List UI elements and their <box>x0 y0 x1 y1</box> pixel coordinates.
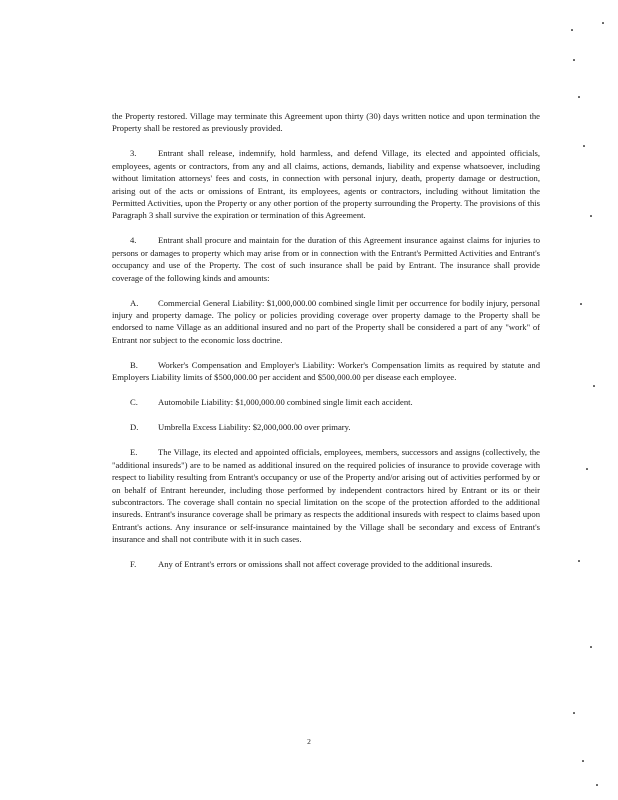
scan-speck <box>573 59 575 61</box>
scan-speck <box>582 760 584 762</box>
scan-speck <box>578 96 580 98</box>
scan-speck <box>580 303 582 305</box>
paragraph-3-text: Entrant shall release, indemnify, hold harmless, and defend Village, its elected and appointed officials, employees, agents or contractors, from any and all claims, actions, demands, liability and expense whatsoever, including without limitation attorneys' fees and costs, in connection with personal injury, death, property damage or destruction, arising out of the acts or omissions of Entrant, its employees, agents or contractors, including without limitation the Permitted Activities, upon the Property or any other portion of the property surrounding the Property. The provisions of this Paragraph 3 shall survive the expiration or termination of this Agreement. <box>112 148 540 221</box>
paragraph-4 <box>112 234 540 284</box>
insurance-item-f <box>112 558 540 570</box>
scan-speck <box>590 646 592 648</box>
insurance-item-f-letter: F. <box>130 559 137 570</box>
paragraph-4-text: Entrant shall procure and maintain for the duration of this Agreement insurance against claims for injuries to persons or damages to property which may arise from or in connection with the Entrant's Permitted Activities and Entrant's occupancy and use of the Property. The cost of such insurance shall be paid by Entrant. The insurance shall provide coverage of the following kinds and amounts: <box>112 235 540 283</box>
insurance-item-e-text: The Village, its elected and appointed officials, employees, members, successors and assigns (collectively, the "additional insureds") are to be named as additional insured on the required policies of insurance to provide coverage with respect to liability resulting from Entrant's occupancy or use of the Property and/or arising out of activities performed by or on behalf of Entrant hereunder, including those performed by independent contractors hired by Entrant or its or their subcontractors. The coverage shall contain no special limitation on the scope of the protection afforded to the additional insureds. Entrant's insurance coverage shall be primary as respects the additional insureds with respect to claims based upon Entrant's actions. Any insurance or self-insurance maintained by the Village shall be secondary and excess of Entrant's insurance and shall not contribute with it in such cases. <box>112 447 540 545</box>
insurance-item-b-letter: B. <box>130 359 138 370</box>
paragraph-3 <box>112 147 540 221</box>
scan-speck <box>571 29 573 31</box>
scan-speck <box>583 145 585 147</box>
scan-speck <box>596 784 598 786</box>
scan-speck <box>573 712 575 714</box>
insurance-item-a <box>112 297 540 347</box>
insurance-item-c-letter: C. <box>130 397 138 408</box>
insurance-item-a-text: Commercial General Liability: $1,000,000.00 combined single limit per occurrence for bodily injury, personal injury and property damage. The policy or policies providing coverage over property damage to the Property shall be endorsed to name Village as an additional insured and no part of the Property shall be considered a part of any "work" of Entrant nor subject to the economic loss doctrine. <box>112 297 540 345</box>
insurance-item-b <box>112 359 540 384</box>
paragraph-4-number: 4. <box>130 235 137 246</box>
continued-paragraph-text: the Property restored. Village may terminate this Agreement upon thirty (30) days written notice and upon termination the Property shall be restored as previously provided. <box>112 111 540 134</box>
insurance-item-e-letter: E. <box>130 447 138 458</box>
insurance-item-c-text: Automobile Liability: $1,000,000.00 combined single limit each accident. <box>158 397 413 408</box>
insurance-item-d-text: Umbrella Excess Liability: $2,000,000.00 over primary. <box>158 422 351 433</box>
insurance-item-e <box>112 446 540 545</box>
insurance-item-b-text: Worker's Compensation and Employer's Liability: Worker's Compensation limits as required by statute and Employers Liability limits of $500,000.00 per accident and $500,000.00 per disease each employee. <box>112 359 540 383</box>
scan-speck <box>593 385 595 387</box>
insurance-item-c <box>112 396 540 408</box>
scan-speck <box>590 215 592 217</box>
document-body <box>112 110 540 583</box>
insurance-item-a-letter: A. <box>130 297 139 308</box>
scan-speck <box>586 468 588 470</box>
insurance-item-d-letter: D. <box>130 422 139 433</box>
insurance-item-f-text: Any of Entrant's errors or omissions shall not affect coverage provided to the additional insureds. <box>158 559 493 570</box>
page-number: 2 <box>307 737 311 746</box>
continued-paragraph <box>112 110 540 135</box>
scan-speck <box>578 560 580 562</box>
insurance-item-d <box>112 421 540 433</box>
scan-speck <box>602 22 604 24</box>
paragraph-3-number: 3. <box>130 148 137 159</box>
